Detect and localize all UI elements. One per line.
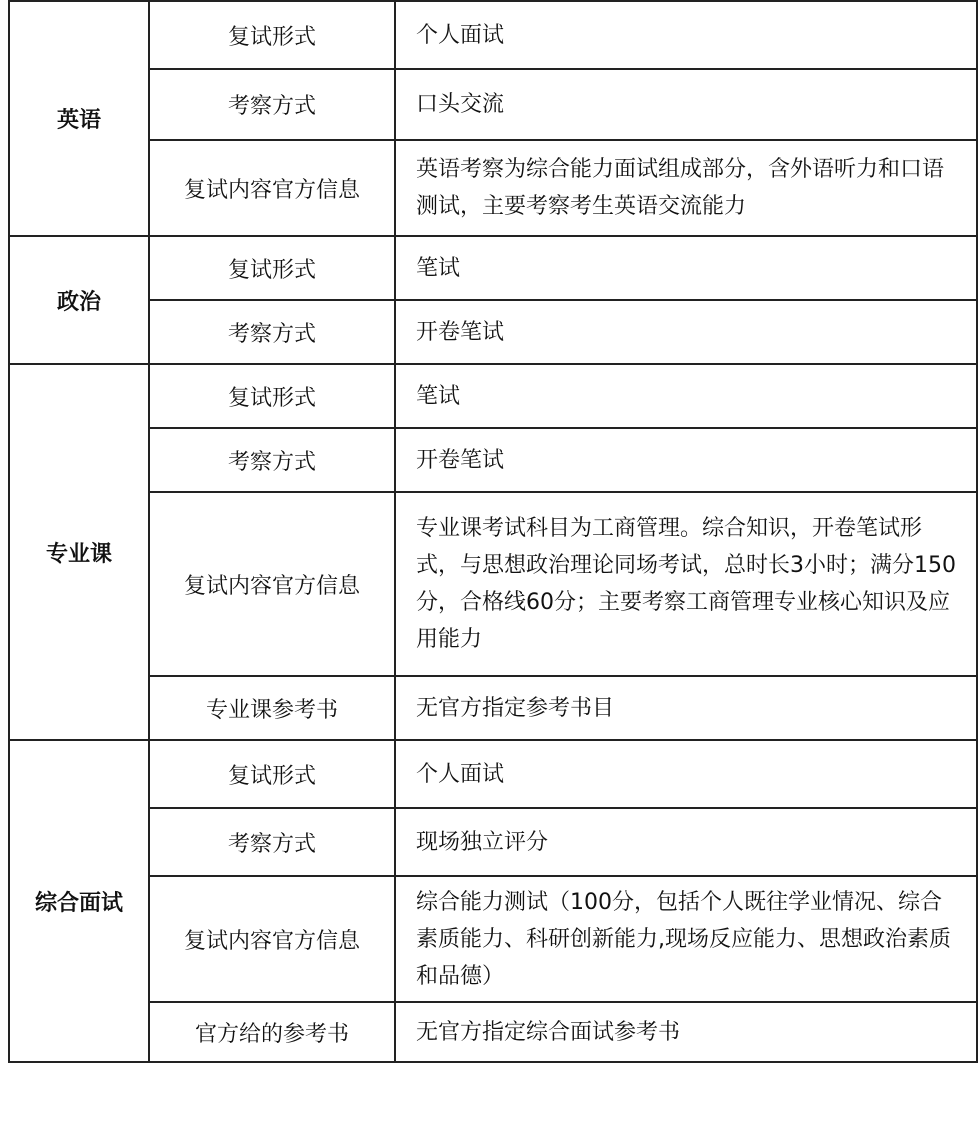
table-row (9, 428, 977, 492)
table-row (9, 1002, 977, 1062)
item-cell: 考察方式 (149, 428, 395, 492)
table-row (9, 676, 977, 740)
item-cell: 考察方式 (149, 808, 395, 876)
value-cell: 个人面试 (395, 740, 977, 808)
item-cell: 考察方式 (149, 69, 395, 140)
value-cell: 无官方指定参考书目 (395, 676, 977, 740)
value-cell: 个人面试 (395, 1, 977, 69)
value-cell: 笔试 (395, 236, 977, 300)
value-cell: 笔试 (395, 364, 977, 428)
value-cell: 开卷笔试 (395, 300, 977, 364)
value-cell: 现场独立评分 (395, 808, 977, 876)
item-cell: 复试形式 (149, 236, 395, 300)
table-row (9, 492, 977, 676)
retest-info-table (8, 0, 978, 1063)
value-cell: 专业课考试科目为工商管理。综合知识，开卷笔试形式，与思想政治理论同场考试，总时长3小时；满分150分，合格线60分；主要考察工商管理专业核心知识及应用能力 (395, 492, 977, 676)
value-cell: 无官方指定综合面试参考书 (395, 1002, 977, 1062)
item-cell: 复试内容官方信息 (149, 876, 395, 1002)
category-cell-interview: 综合面试 (9, 740, 149, 1062)
value-cell: 开卷笔试 (395, 428, 977, 492)
table-row (9, 1, 977, 69)
table-row (9, 69, 977, 140)
item-cell: 复试形式 (149, 364, 395, 428)
item-cell: 复试形式 (149, 740, 395, 808)
item-cell: 复试形式 (149, 1, 395, 69)
table-row (9, 300, 977, 364)
item-cell: 复试内容官方信息 (149, 492, 395, 676)
table-row (9, 236, 977, 300)
table-row (9, 140, 977, 236)
item-cell: 官方给的参考书 (149, 1002, 395, 1062)
item-cell: 专业课参考书 (149, 676, 395, 740)
value-cell: 英语考察为综合能力面试组成部分，含外语听力和口语测试，主要考察考生英语交流能力 (395, 140, 977, 236)
value-cell: 综合能力测试（100分，包括个人既往学业情况、综合素质能力、科研创新能力,现场反应能力、思想政治素质和品德） (395, 876, 977, 1002)
table-row (9, 740, 977, 808)
category-cell-major: 专业课 (9, 364, 149, 740)
category-cell-english: 英语 (9, 1, 149, 236)
item-cell: 考察方式 (149, 300, 395, 364)
table-row (9, 808, 977, 876)
table-row (9, 364, 977, 428)
value-cell: 口头交流 (395, 69, 977, 140)
table-row (9, 876, 977, 1002)
category-cell-politics: 政治 (9, 236, 149, 364)
item-cell: 复试内容官方信息 (149, 140, 395, 236)
